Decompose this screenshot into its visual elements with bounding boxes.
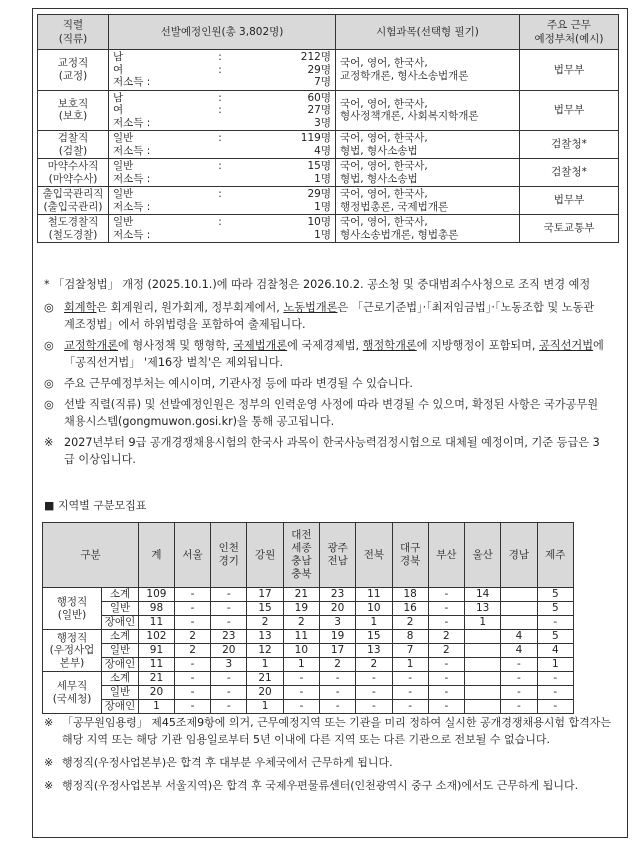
count-line — [113, 216, 331, 229]
note-item — [44, 337, 604, 371]
footnote-text: 행정직(우정사업본부 서울지역)은 합격 후 국제우편물류센터(인천광역시 중구 소재)에서도 근무하게 됩니다. — [62, 779, 579, 792]
header-region: 대전 세종 충남 충북 — [283, 523, 319, 588]
region-value-cell: 12 — [247, 644, 283, 658]
count-value: 15명 — [307, 160, 331, 172]
region-value-cell: 91 — [139, 644, 175, 658]
selection-count-cell — [109, 215, 336, 243]
job-series-cell: 검찰직 (검찰) — [38, 131, 109, 159]
note-item — [44, 299, 604, 333]
recruitment-row — [38, 215, 619, 243]
region-value-cell: 4 — [537, 644, 573, 658]
region-value-cell: 19 — [319, 630, 355, 644]
selection-count-cell — [109, 159, 336, 187]
count-line — [113, 51, 331, 64]
region-value-cell: - — [283, 700, 319, 714]
count-line — [113, 160, 331, 173]
region-value-cell: - — [428, 686, 464, 700]
header-category: 구분 — [43, 523, 139, 588]
count-label: 저소득 : — [113, 172, 151, 185]
region-value-cell: 20 — [139, 686, 175, 700]
footnote-item — [44, 777, 612, 794]
header-subjects: 시험과목(선택형 필기) — [336, 15, 520, 50]
region-value-cell: 17 — [247, 588, 283, 602]
count-value: 1명 — [314, 228, 331, 241]
note-fragment: 주요 근무예정부처는 예시이며, 기관사정 등에 따라 변경될 수 있습니다. — [64, 377, 413, 390]
region-value-cell: - — [319, 700, 355, 714]
note-text — [64, 337, 604, 371]
header-region: 서울 — [174, 523, 210, 588]
region-value-cell: - — [356, 672, 392, 686]
region-value-cell: 13 — [356, 644, 392, 658]
region-value-cell: 5 — [537, 588, 573, 602]
region-value-cell: 11 — [283, 630, 319, 644]
region-value-cell: - — [428, 588, 464, 602]
count-label: 일반 — [113, 216, 134, 228]
region-value-cell: 11 — [139, 616, 175, 630]
count-separator: : — [218, 91, 222, 104]
exam-subjects-cell: 국어, 영어, 한국사, 형법, 형사소송법 — [336, 131, 520, 159]
region-value-cell: - — [319, 686, 355, 700]
region-row — [43, 672, 574, 686]
region-value-cell: 7 — [392, 644, 428, 658]
count-value: 4명 — [314, 144, 331, 157]
region-table-title: ■ 지역별 구분모집표 — [44, 499, 147, 512]
count-label: 저소득 : — [113, 228, 151, 241]
job-series-cell: 보호직 (보호) — [38, 90, 109, 131]
selection-count-cell — [109, 50, 336, 91]
note-bullet: ◎ — [44, 377, 54, 390]
subcategory-cell: 소계 — [102, 630, 139, 644]
ministry-cell: 법무부 — [520, 90, 619, 131]
recruitment-row — [38, 50, 619, 91]
job-series-cell: 교정직 (교정) — [38, 50, 109, 91]
note-fragment: 에 지방행정이 포함되며, — [416, 339, 539, 352]
region-value-cell — [465, 630, 501, 644]
count-value: 10명 — [307, 216, 331, 228]
region-value-cell: 23 — [211, 630, 247, 644]
header-count: 선발예정인원(총 3,802명) — [109, 15, 336, 50]
region-value-cell: 2 — [392, 616, 428, 630]
region-value-cell: 2 — [428, 630, 464, 644]
note-text — [64, 375, 413, 392]
header-job: 직렬 (직류) — [38, 15, 109, 50]
note-text — [64, 396, 604, 430]
region-value-cell: 4 — [501, 644, 537, 658]
region-value-cell: - — [392, 686, 428, 700]
region-value-cell: - — [211, 616, 247, 630]
count-line — [113, 76, 331, 89]
region-value-cell: - — [174, 616, 210, 630]
region-value-cell: - — [428, 616, 464, 630]
region-value-cell: - — [356, 700, 392, 714]
region-row — [43, 616, 574, 630]
note-bullet: ◎ — [44, 301, 54, 314]
region-value-cell — [465, 686, 501, 700]
selection-count-cell — [109, 187, 336, 215]
note-fragment: 선발 직렬(직류) 및 선발예정인원은 정부의 인력운영 사정에 따라 변경될 수 있으며, 확정된 사항은 국가공무원채용시스템(gongmuwon.gosi.kr)을 통해 공고됩니다. — [64, 398, 599, 428]
subcategory-cell: 소계 — [102, 672, 139, 686]
region-value-cell: 10 — [283, 644, 319, 658]
region-value-cell: 21 — [247, 672, 283, 686]
header-region: 계 — [139, 523, 175, 588]
region-value-cell: - — [392, 700, 428, 714]
count-label: 남 — [113, 51, 124, 63]
subcategory-cell: 일반 — [102, 686, 139, 700]
region-value-cell: - — [501, 700, 537, 714]
header-region: 제주 — [537, 523, 573, 588]
count-line — [113, 92, 331, 105]
count-separator: : — [218, 104, 222, 116]
count-line — [113, 145, 331, 158]
note-item — [44, 375, 604, 392]
count-line — [113, 229, 331, 242]
recruitment-row — [38, 90, 619, 131]
note-text — [64, 299, 604, 333]
region-value-cell: - — [174, 672, 210, 686]
count-value: 29명 — [307, 63, 331, 76]
region-value-cell: 1 — [465, 616, 501, 630]
count-label: 여 — [113, 104, 124, 116]
region-value-cell: 13 — [247, 630, 283, 644]
region-value-cell: 1 — [356, 616, 392, 630]
note-item — [44, 434, 604, 468]
count-value: 119명 — [300, 132, 331, 144]
region-value-cell: 2 — [283, 616, 319, 630]
header-ministry: 주요 근무 예정부처(예시) — [520, 15, 619, 50]
note-fragment: 은 회계원리, 원가회계, 정부회계에서, — [96, 301, 284, 314]
region-value-cell: - — [283, 686, 319, 700]
region-value-cell: - — [537, 700, 573, 714]
note-bullet: ◎ — [44, 339, 54, 352]
region-row — [43, 602, 574, 616]
region-value-cell — [501, 588, 537, 602]
region-value-cell: - — [283, 672, 319, 686]
region-value-cell: - — [211, 700, 247, 714]
region-value-cell: 2 — [174, 630, 210, 644]
region-value-cell: - — [537, 672, 573, 686]
region-value-cell: 1 — [247, 700, 283, 714]
region-value-cell: - — [428, 700, 464, 714]
region-table-header — [43, 523, 574, 588]
region-value-cell: 21 — [283, 588, 319, 602]
header-region: 전북 — [356, 523, 392, 588]
region-value-cell: 2 — [319, 658, 355, 672]
region-row — [43, 686, 574, 700]
count-line — [113, 64, 331, 77]
count-separator: : — [218, 160, 222, 172]
region-value-cell — [465, 644, 501, 658]
region-value-cell — [465, 700, 501, 714]
region-value-cell: 3 — [211, 658, 247, 672]
region-value-cell: 102 — [139, 630, 175, 644]
region-value-cell: 16 — [392, 602, 428, 616]
region-row — [43, 588, 574, 602]
count-value: 7명 — [314, 76, 331, 88]
region-value-cell: 20 — [247, 686, 283, 700]
region-row — [43, 630, 574, 644]
count-value: 1명 — [314, 172, 331, 185]
exam-subjects-cell: 국어, 영어, 한국사, 형사정책개론, 사회복지학개론 — [336, 90, 520, 131]
count-line — [113, 104, 331, 117]
group-name-cell: 세무직 (국세청) — [43, 672, 102, 714]
footnote-item — [44, 714, 612, 748]
region-value-cell: - — [428, 672, 464, 686]
region-value-cell: - — [501, 686, 537, 700]
region-value-cell: - — [211, 588, 247, 602]
count-value: 27명 — [307, 104, 331, 116]
region-value-cell — [465, 672, 501, 686]
region-value-cell: 2 — [247, 616, 283, 630]
count-separator: : — [218, 63, 222, 76]
count-line — [113, 201, 331, 214]
job-series-cell: 마약수사직 (마약수사) — [38, 159, 109, 187]
note-fragment: 에 형사정책 및 행형학, — [118, 339, 234, 352]
count-label: 저소득 : — [113, 76, 151, 88]
exam-subjects-cell: 국어, 영어, 한국사, 행정법총론, 국제법개론 — [336, 187, 520, 215]
ministry-cell: 국토교통부 — [520, 215, 619, 243]
region-value-cell: 1 — [537, 658, 573, 672]
note-item — [44, 396, 604, 430]
region-value-cell: 1 — [283, 658, 319, 672]
job-series-cell: 출입국관리직 (출입국관리) — [38, 187, 109, 215]
note-fragment: 2027년부터 9급 공개경쟁채용시험의 한국사 과목이 한국사능력검정시험으로 대체될 예정이며, 기준 등급은 3급 이상입니다. — [64, 436, 600, 466]
count-label: 저소득 : — [113, 200, 151, 213]
region-value-cell: 2 — [356, 658, 392, 672]
note-fragment: 에 국제경제법, — [287, 339, 363, 352]
count-line — [113, 188, 331, 201]
region-value-cell: - — [174, 686, 210, 700]
count-value: 3명 — [314, 116, 331, 129]
job-series-cell: 철도경찰직 (철도경찰) — [38, 215, 109, 243]
header-region: 울산 — [465, 523, 501, 588]
exam-subjects-cell: 국어, 영어, 한국사, 교정학개론, 형사소송법개론 — [336, 50, 520, 91]
underlined-term: 국제법개론 — [233, 339, 288, 352]
count-line — [113, 132, 331, 145]
region-value-cell: - — [319, 672, 355, 686]
note-text — [64, 434, 604, 468]
header-region: 경남 — [501, 523, 537, 588]
footnote-item — [44, 754, 612, 771]
notes-section — [44, 276, 604, 472]
selection-count-cell — [109, 131, 336, 159]
count-value: 1명 — [314, 200, 331, 213]
region-row — [43, 644, 574, 658]
region-value-cell: 11 — [139, 658, 175, 672]
group-name-cell: 행정직 (일반) — [43, 588, 102, 630]
footnote-mark: ※ — [44, 756, 54, 769]
header-region: 광주 전남 — [319, 523, 355, 588]
region-value-cell: - — [392, 672, 428, 686]
region-value-cell: 15 — [356, 630, 392, 644]
region-value-cell: 1 — [247, 658, 283, 672]
recruitment-table — [37, 14, 619, 243]
region-value-cell: - — [211, 602, 247, 616]
region-value-cell: 2 — [428, 644, 464, 658]
count-label: 남 — [113, 91, 124, 104]
group-name-cell: 행정직 (우정사업 본부) — [43, 630, 102, 672]
region-value-cell: 13 — [465, 602, 501, 616]
region-value-cell: 11 — [356, 588, 392, 602]
region-value-cell: - — [174, 588, 210, 602]
header-region: 대구 경북 — [392, 523, 428, 588]
recruitment-row — [38, 187, 619, 215]
note-fragment: 은 「근로기준법」·「최저임금법」·「노동조합 및 노동관계조정법」에서 하위법령을 포함하여 출제됩니다. — [64, 301, 595, 331]
footnote-mark: ※ — [44, 716, 54, 729]
region-value-cell: - — [501, 658, 537, 672]
count-value: 60명 — [307, 91, 331, 104]
count-separator: : — [218, 51, 222, 63]
count-separator: : — [218, 132, 222, 144]
region-row — [43, 700, 574, 714]
footnote-text: 「공무원임용령」 제45조제9항에 의거, 근무예정지역 또는 기관을 미리 정하여 실시한 공개경쟁채용시험 합격자는 해당 지역 또는 해당 기관 임용일로부터 5년 이내에 다른 지역 또는 다른 기관으로 전보될 수 없습니다. — [62, 716, 611, 746]
count-label: 저소득 : — [113, 116, 151, 129]
region-value-cell: 8 — [392, 630, 428, 644]
header-region: 인천 경기 — [211, 523, 247, 588]
region-value-cell: 21 — [139, 672, 175, 686]
region-value-cell: - — [174, 658, 210, 672]
region-value-cell: 18 — [392, 588, 428, 602]
underlined-term: 행정학개론 — [362, 339, 417, 352]
notes-intro: * 「검찰청법」 개정 (2025.10.1.)에 따라 검찰청은 2026.10.2. 공소청 및 중대범죄수사청으로 조직 변경 예정 — [44, 278, 591, 291]
header-region: 강원 — [247, 523, 283, 588]
count-line — [113, 173, 331, 186]
count-label: 일반 — [113, 188, 134, 200]
underlined-term: 노동법개론 — [283, 301, 338, 314]
note-bullet: ※ — [44, 436, 54, 449]
subcategory-cell: 장애인 — [102, 658, 139, 672]
underlined-term: 회계학 — [64, 301, 97, 314]
recruitment-row — [38, 131, 619, 159]
region-value-cell: - — [211, 672, 247, 686]
region-value-cell: 5 — [537, 630, 573, 644]
region-value-cell — [465, 658, 501, 672]
region-value-cell: 4 — [501, 630, 537, 644]
footnotes-section — [44, 714, 612, 800]
note-fragment: 에 「공직선거법」 '제16장 벌칙'은 제외됩니다. — [64, 339, 604, 369]
subcategory-cell: 일반 — [102, 602, 139, 616]
region-value-cell: 14 — [465, 588, 501, 602]
region-value-cell: - — [537, 686, 573, 700]
region-value-cell: 15 — [247, 602, 283, 616]
ministry-cell: 검찰청* — [520, 131, 619, 159]
count-label: 여 — [113, 63, 124, 76]
count-label: 저소득 : — [113, 144, 151, 157]
region-value-cell: 10 — [356, 602, 392, 616]
region-value-cell: 5 — [537, 602, 573, 616]
region-value-cell: - — [211, 686, 247, 700]
count-value: 212명 — [300, 51, 331, 63]
footnote-text: 행정직(우정사업본부)은 합격 후 대부분 우체국에서 근무하게 됩니다. — [62, 756, 393, 769]
region-value-cell: - — [356, 686, 392, 700]
region-value-cell: - — [428, 602, 464, 616]
region-value-cell — [501, 602, 537, 616]
header-region: 부산 — [428, 523, 464, 588]
region-value-cell — [501, 616, 537, 630]
exam-subjects-cell: 국어, 영어, 한국사, 형사소송법개론, 형법총론 — [336, 215, 520, 243]
recruitment-table-header — [38, 15, 619, 50]
ministry-cell: 법무부 — [520, 50, 619, 91]
footnote-mark: ※ — [44, 779, 54, 792]
region-value-cell: 3 — [319, 616, 355, 630]
subcategory-cell: 장애인 — [102, 700, 139, 714]
region-value-cell: 17 — [319, 644, 355, 658]
subcategory-cell: 일반 — [102, 644, 139, 658]
region-value-cell: 20 — [319, 602, 355, 616]
region-value-cell: 1 — [392, 658, 428, 672]
region-value-cell: 20 — [211, 644, 247, 658]
region-row — [43, 658, 574, 672]
count-separator: : — [218, 216, 222, 228]
region-value-cell: - — [174, 700, 210, 714]
subcategory-cell: 장애인 — [102, 616, 139, 630]
count-label: 일반 — [113, 160, 134, 172]
count-separator: : — [218, 188, 222, 200]
region-value-cell: - — [537, 616, 573, 630]
region-value-cell: - — [501, 672, 537, 686]
region-value-cell: 2 — [174, 644, 210, 658]
region-value-cell: 1 — [139, 700, 175, 714]
exam-subjects-cell: 국어, 영어, 한국사, 형법, 형사소송법 — [336, 159, 520, 187]
count-value: 29명 — [307, 188, 331, 200]
ministry-cell: 검찰청* — [520, 159, 619, 187]
note-bullet: ◎ — [44, 398, 54, 411]
region-value-cell: 98 — [139, 602, 175, 616]
region-value-cell: 109 — [139, 588, 175, 602]
region-value-cell: - — [174, 602, 210, 616]
subcategory-cell: 소계 — [102, 588, 139, 602]
underlined-term: 교정학개론 — [64, 339, 119, 352]
region-value-cell: - — [428, 658, 464, 672]
ministry-cell: 법무부 — [520, 187, 619, 215]
region-table — [42, 522, 574, 714]
region-value-cell: 23 — [319, 588, 355, 602]
underlined-term: 공직선거법 — [539, 339, 594, 352]
count-line — [113, 117, 331, 130]
region-value-cell: 19 — [283, 602, 319, 616]
count-label: 일반 — [113, 132, 134, 144]
selection-count-cell — [109, 90, 336, 131]
recruitment-row — [38, 159, 619, 187]
